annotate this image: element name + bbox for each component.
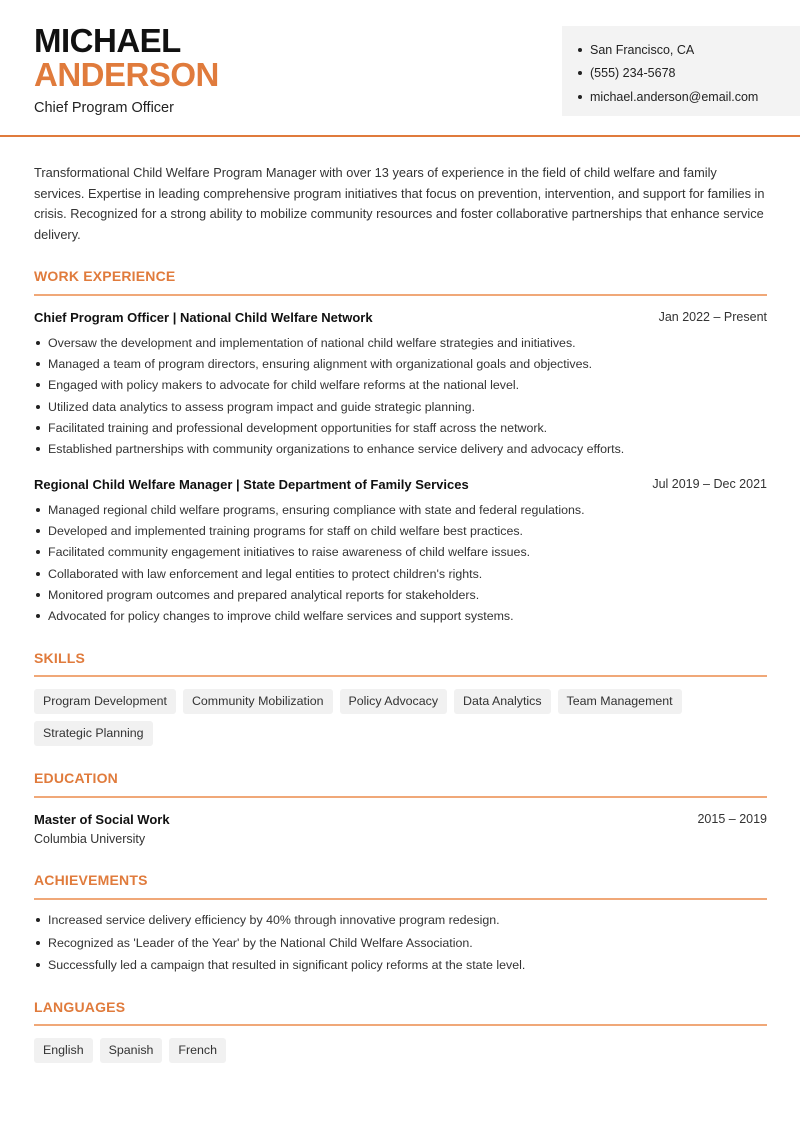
summary-paragraph: Transformational Child Welfare Program Manager with over 13 years of experience in the field of child welfare and family services. Expertise in leading comprehensive program initiatives that focus on prevention, intervention, and support for families in crisis. Recognized for a strong ability to mobilize community resources and foster collaborative partnerships that enhance service delivery. (34, 165, 765, 242)
resume-header (0, 0, 800, 137)
job-role: Regional Child Welfare Manager | State Department of Family Services (34, 477, 469, 492)
section-title-languages: LANGUAGES (34, 999, 126, 1015)
list-item: Monitored program outcomes and prepared analytical reports for stakeholders. (34, 584, 767, 605)
skill-tag: Data Analytics (454, 689, 551, 714)
language-tag: Spanish (100, 1038, 163, 1063)
list-item: Utilized data analytics to assess program impact and guide strategic planning. (34, 396, 767, 417)
section-title-achievements: ACHIEVEMENTS (34, 872, 148, 888)
list-item: Developed and implemented training programs for staff on child welfare best practices. (34, 520, 767, 541)
first-name: MICHAEL (34, 22, 181, 59)
bullet-icon (36, 341, 40, 345)
skill-tag: Program Development (34, 689, 176, 714)
bullet-icon (578, 48, 582, 52)
skill-tag: Policy Advocacy (340, 689, 448, 714)
list-item: Successfully led a campaign that resulted in significant policy reforms at the state level. (34, 954, 767, 977)
job-header (34, 477, 767, 492)
bullet-icon (36, 963, 40, 967)
contact-phone: (555) 234-5678 (578, 62, 800, 86)
list-item: Established partnerships with community organizations to enhance service delivery and advocacy efforts. (34, 438, 767, 459)
bullet-icon (36, 550, 40, 554)
education-school: Columbia University (34, 832, 146, 846)
section-divider (34, 1024, 767, 1026)
list-item: Managed a team of program directors, ensuring alignment with organizational goals and objectives. (34, 353, 767, 374)
education-degree: Master of Social Work (34, 812, 170, 827)
language-tag: English (34, 1038, 93, 1063)
list-item: Facilitated training and professional development opportunities for staff across the network. (34, 417, 767, 438)
job-dates: Jul 2019 – Dec 2021 (652, 477, 767, 491)
bullet-icon (36, 918, 40, 922)
bullet-icon (36, 405, 40, 409)
section-title-work: WORK EXPERIENCE (34, 268, 176, 284)
job-title: Chief Program Officer (34, 100, 174, 116)
job-bullets (34, 332, 767, 460)
skills-list (34, 689, 774, 746)
list-item: Recognized as 'Leader of the Year' by the National Child Welfare Association. (34, 932, 767, 955)
bullet-icon (36, 508, 40, 512)
contact-box (562, 26, 800, 116)
contact-location: San Francisco, CA (578, 38, 800, 62)
section-title-education: EDUCATION (34, 770, 118, 786)
bullet-icon (36, 572, 40, 576)
section-divider (34, 898, 767, 900)
bullet-icon (36, 941, 40, 945)
job-header (34, 310, 767, 325)
last-name: ANDERSON (34, 56, 219, 93)
education-dates: 2015 – 2019 (697, 812, 767, 826)
section-divider (34, 796, 767, 798)
list-item: Increased service delivery efficiency by 40% through innovative program redesign. (34, 909, 767, 932)
bullet-icon (36, 383, 40, 387)
list-item: Engaged with policy makers to advocate for child welfare reforms at the national level. (34, 375, 767, 396)
skill-tag: Community Mobilization (183, 689, 333, 714)
job-dates: Jan 2022 – Present (658, 310, 767, 324)
skill-tag: Team Management (558, 689, 682, 714)
bullet-icon (578, 95, 582, 99)
bullet-icon (36, 529, 40, 533)
education-header (34, 812, 767, 827)
section-divider (34, 294, 767, 296)
job-bullets (34, 499, 767, 627)
bullet-icon (36, 447, 40, 451)
bullet-icon (578, 71, 582, 75)
bullet-icon (36, 426, 40, 430)
list-item: Advocated for policy changes to improve child welfare services and support systems. (34, 605, 767, 626)
bullet-icon (36, 614, 40, 618)
language-tag: French (169, 1038, 226, 1063)
section-title-skills: SKILLS (34, 650, 85, 666)
list-item: Oversaw the development and implementation of national child welfare strategies and initiatives. (34, 332, 767, 353)
skill-tag: Strategic Planning (34, 721, 153, 746)
list-item: Collaborated with law enforcement and legal entities to protect children's rights. (34, 563, 767, 584)
bullet-icon (36, 362, 40, 366)
list-item: Facilitated community engagement initiatives to raise awareness of child welfare issues. (34, 542, 767, 563)
bullet-icon (36, 593, 40, 597)
contact-email[interactable]: michael.anderson@email.com (578, 85, 800, 109)
languages-list (34, 1038, 774, 1063)
achievements-list (34, 909, 767, 977)
job-role: Chief Program Officer | National Child Welfare Network (34, 310, 373, 325)
list-item: Managed regional child welfare programs, ensuring compliance with state and federal regulations. (34, 499, 767, 520)
section-divider (34, 675, 767, 677)
